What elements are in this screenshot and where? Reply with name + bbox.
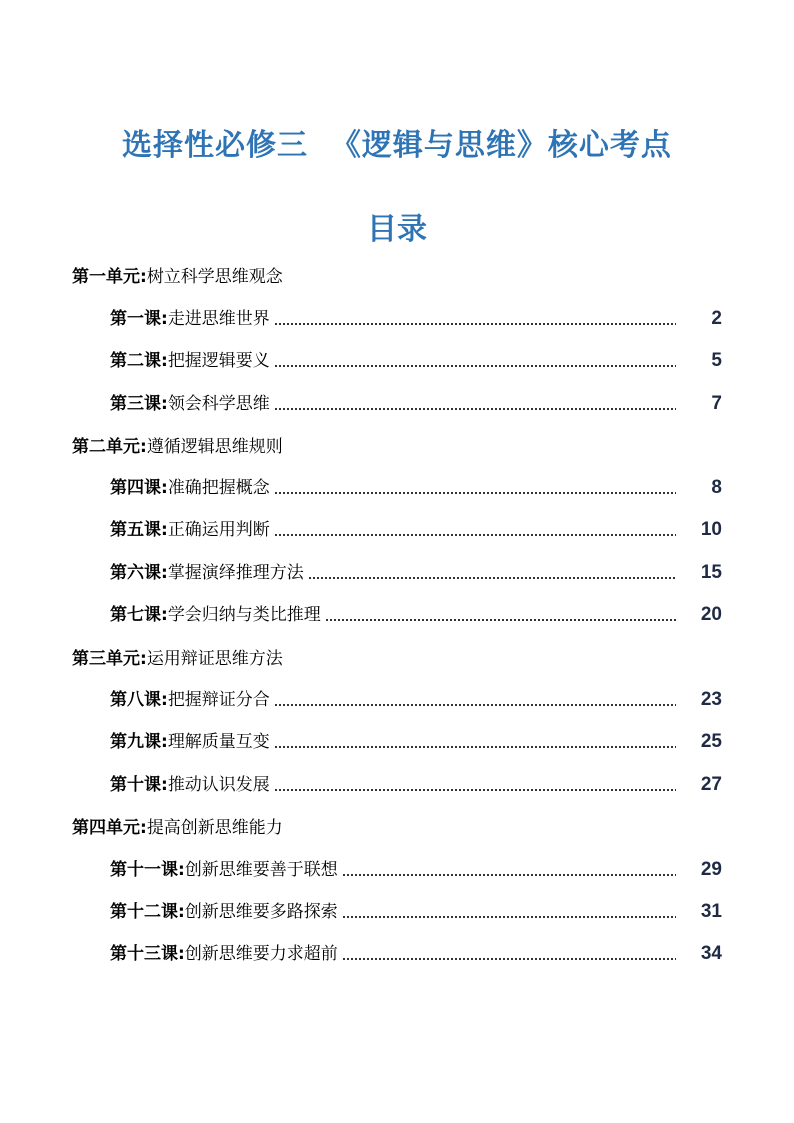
toc-lesson-9[interactable]: [110, 730, 722, 754]
dot-leader: [274, 789, 676, 791]
dot-leader: [274, 492, 676, 494]
unit-title: 运用辩证思维方法: [146, 649, 283, 669]
unit-title: 提高创新思维能力: [146, 818, 283, 838]
page-number: 7: [711, 393, 722, 414]
lesson-number: 第二课:: [110, 351, 168, 371]
toc-lesson-6[interactable]: [110, 561, 722, 585]
toc-lesson-13[interactable]: [110, 942, 722, 966]
page-number: 10: [700, 519, 722, 540]
lesson-title: 创新思维要多路探索: [184, 902, 338, 922]
toc-lesson-1[interactable]: [110, 307, 722, 331]
lesson-number: 第六课:: [110, 563, 168, 583]
dot-leader: [342, 958, 676, 960]
document-title: 选择性必修三 《逻辑与思维》核心考点: [122, 128, 672, 163]
toc-lesson-8[interactable]: [110, 688, 722, 712]
toc-unit-4[interactable]: [72, 816, 283, 840]
lesson-number: 第八课:: [110, 690, 168, 710]
lesson-number: 第五课:: [110, 520, 168, 540]
lesson-number: 第十课:: [110, 775, 168, 795]
toc-lesson-10[interactable]: [110, 773, 722, 797]
dot-leader: [274, 408, 676, 410]
lesson-title: 把握辩证分合: [167, 690, 270, 710]
unit-number: 第三单元:: [72, 649, 147, 669]
toc-lesson-12[interactable]: [110, 900, 722, 924]
lesson-number: 第四课:: [110, 478, 168, 498]
unit-title: 遵循逻辑思维规则: [146, 437, 283, 457]
page-number: 20: [700, 604, 722, 625]
dot-leader: [274, 323, 676, 325]
page-number: 15: [700, 562, 722, 583]
toc-unit-1[interactable]: [72, 265, 283, 289]
lesson-number: 第七课:: [110, 605, 168, 625]
unit-number: 第二单元:: [72, 437, 147, 457]
unit-number: 第一单元:: [72, 267, 147, 287]
lesson-title: 准确把握概念: [167, 478, 270, 498]
page-number: 34: [700, 943, 722, 964]
toc-lesson-7[interactable]: [110, 603, 722, 627]
lesson-title: 创新思维要善于联想: [184, 860, 338, 880]
toc-lesson-11[interactable]: [110, 858, 722, 882]
dot-leader: [274, 534, 676, 536]
dot-leader: [308, 577, 676, 579]
toc-unit-3[interactable]: [72, 647, 283, 671]
toc-lesson-3[interactable]: [110, 392, 722, 416]
lesson-title: 推动认识发展: [167, 775, 270, 795]
dot-leader: [274, 365, 676, 367]
toc-lesson-2[interactable]: [110, 349, 722, 373]
dot-leader: [274, 746, 676, 748]
toc-unit-2[interactable]: [72, 435, 283, 459]
lesson-number: 第十一课:: [110, 860, 185, 880]
lesson-title: 掌握演绎推理方法: [167, 563, 304, 583]
toc-lesson-5[interactable]: [110, 518, 722, 542]
dot-leader: [342, 874, 676, 876]
lesson-title: 走进思维世界: [167, 309, 270, 329]
page-number: 5: [711, 350, 722, 371]
toc-lesson-4[interactable]: [110, 476, 722, 500]
page-number: 8: [711, 477, 722, 498]
page-number: 2: [711, 308, 722, 329]
lesson-title: 领会科学思维: [167, 394, 270, 414]
page-number: 31: [700, 901, 722, 922]
lesson-title: 学会归纳与类比推理: [167, 605, 321, 625]
lesson-title: 把握逻辑要义: [167, 351, 270, 371]
lesson-title: 创新思维要力求超前: [184, 944, 338, 964]
dot-leader: [342, 916, 676, 918]
lesson-title: 正确运用判断: [167, 520, 270, 540]
page-number: 29: [700, 859, 722, 880]
lesson-title: 理解质量互变: [167, 732, 270, 752]
lesson-number: 第九课:: [110, 732, 168, 752]
page-number: 23: [700, 689, 722, 710]
dot-leader: [274, 704, 676, 706]
unit-number: 第四单元:: [72, 818, 147, 838]
lesson-number: 第十二课:: [110, 902, 185, 922]
toc-heading: 目录: [367, 212, 427, 247]
lesson-number: 第一课:: [110, 309, 168, 329]
dot-leader: [325, 619, 676, 621]
lesson-number: 第三课:: [110, 394, 168, 414]
lesson-number: 第十三课:: [110, 944, 185, 964]
page-number: 27: [700, 774, 722, 795]
page-number: 25: [700, 731, 722, 752]
unit-title: 树立科学思维观念: [146, 267, 283, 287]
